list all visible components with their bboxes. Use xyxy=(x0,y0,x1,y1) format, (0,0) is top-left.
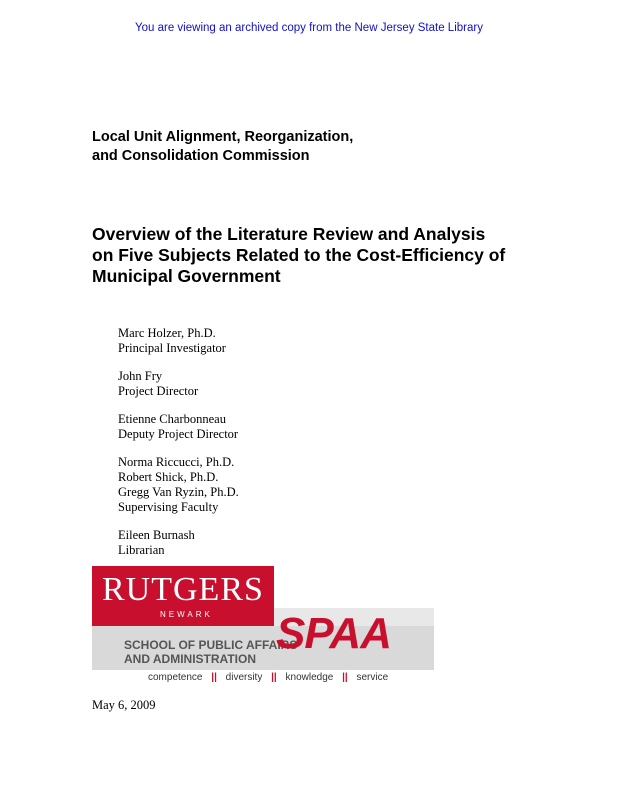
person-name: John Fry xyxy=(118,369,163,383)
person-name: Robert Shick, Ph.D. xyxy=(118,470,219,484)
tagline-word: competence xyxy=(148,672,203,683)
commission-line: and Consolidation Commission xyxy=(92,148,310,164)
spaa-acronym: SPAA xyxy=(276,609,391,658)
person-block xyxy=(118,326,239,356)
archive-banner: You are viewing an archived copy from the New Jersey State Library xyxy=(135,22,483,34)
person-role: Deputy Project Director xyxy=(118,427,239,441)
person-name: Gregg Van Ryzin, Ph.D. xyxy=(118,485,239,499)
person-name: Eileen Burnash xyxy=(118,528,195,542)
commission-name xyxy=(92,128,353,166)
rutgers-wordmark: RUTGERS xyxy=(102,571,264,608)
person-role: Supervising Faculty xyxy=(118,500,219,514)
person-block xyxy=(118,528,239,558)
person-block xyxy=(118,455,239,515)
tagline-separator: || xyxy=(211,672,217,683)
school-line: SCHOOL OF PUBLIC AFFAIRS xyxy=(124,638,298,652)
person-block xyxy=(118,412,239,442)
person-name: Marc Holzer, Ph.D. xyxy=(118,326,216,340)
commission-line: Local Unit Alignment, Reorganization, xyxy=(92,129,354,145)
author-list xyxy=(118,326,239,571)
title-line: Overview of the Literature Review and Analysis xyxy=(92,224,486,244)
person-name: Norma Riccucci, Ph.D. xyxy=(118,455,235,469)
report-title xyxy=(92,224,572,287)
person-name: Etienne Charbonneau xyxy=(118,412,226,426)
campus-label: NEWARK xyxy=(160,610,213,619)
tagline-word: diversity xyxy=(225,672,263,683)
school-line: AND ADMINISTRATION xyxy=(124,652,256,666)
logo-white-block xyxy=(274,566,434,608)
tagline-separator: || xyxy=(342,672,348,683)
person-role: Project Director xyxy=(118,384,199,398)
title-line: on Five Subjects Related to the Cost-Efficiency of xyxy=(92,245,506,265)
person-role: Librarian xyxy=(118,543,165,557)
report-date: May 6, 2009 xyxy=(92,698,156,712)
tagline-separator: || xyxy=(271,672,277,683)
title-line: Municipal Government xyxy=(92,266,281,286)
tagline-word: knowledge xyxy=(285,672,334,683)
rutgers-spaa-logo xyxy=(92,566,434,686)
person-block xyxy=(118,369,239,399)
tagline-word: service xyxy=(356,672,389,683)
school-name xyxy=(124,638,297,666)
person-role: Principal Investigator xyxy=(118,341,226,355)
tagline xyxy=(92,670,434,686)
